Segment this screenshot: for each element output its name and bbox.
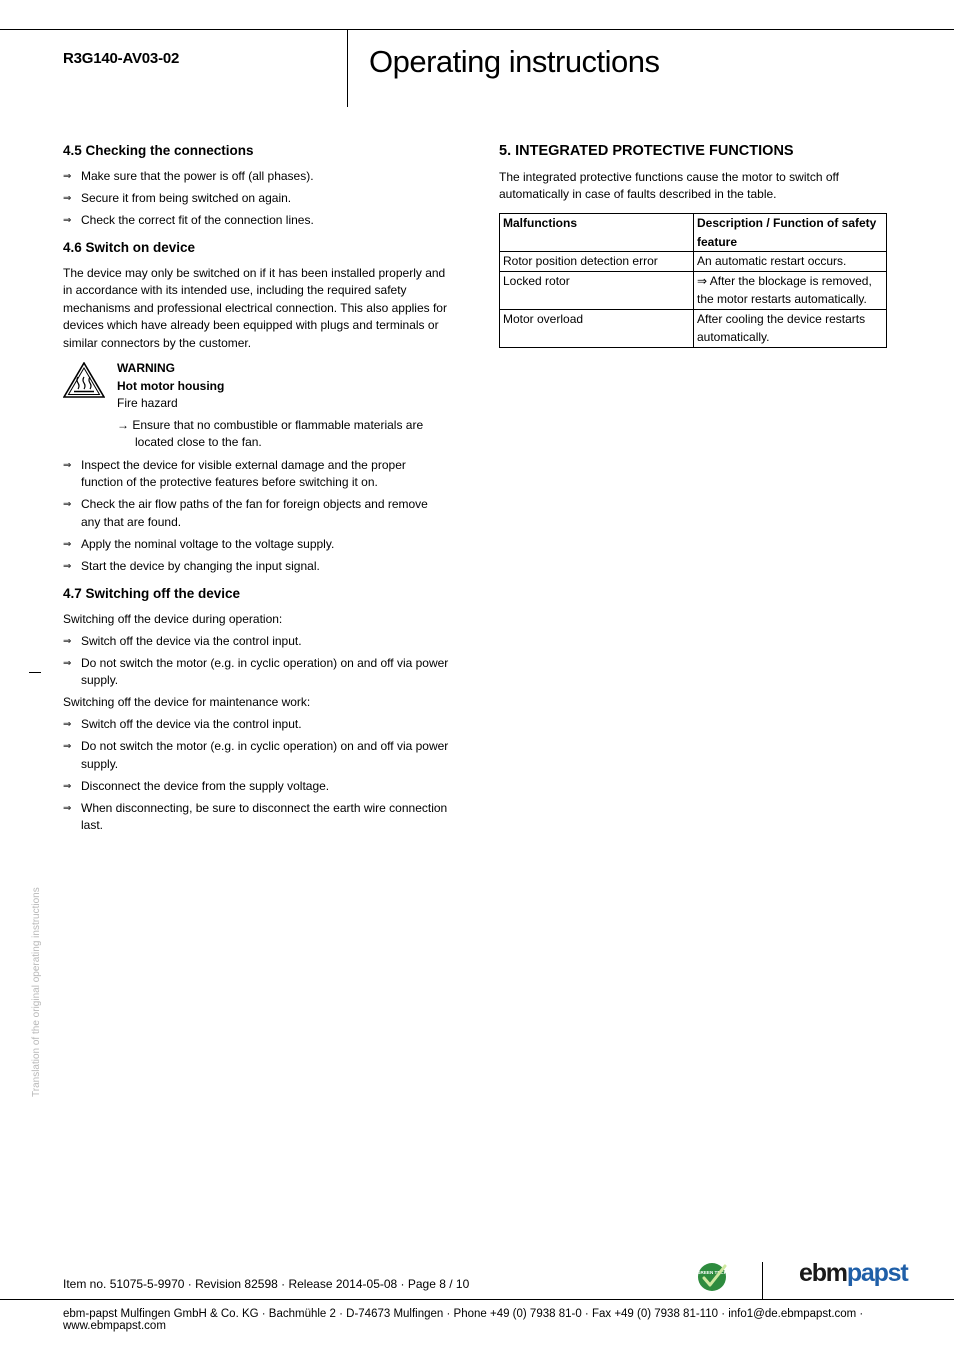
logo-part-papst: papst: [846, 1259, 908, 1287]
logo-part-ebm: ebm: [799, 1259, 847, 1287]
section-4-5-heading: 4.5 Checking the connections: [63, 143, 254, 158]
warning-label: WARNING: [117, 361, 175, 375]
left-column: [63, 142, 449, 839]
list-item: ⇒ Disconnect the device from the supply voltage.: [63, 778, 449, 796]
section-4-7-heading: 4.7 Switching off the device: [63, 586, 241, 601]
table-cell: ⇒ After the blockage is removed, the motor restarts automatically.: [694, 271, 887, 309]
arrow-bullet-icon: ⇒: [63, 459, 72, 471]
list-item: ⇒ Inspect the device for visible external damage and the proper function of the protective features before switching it on.: [63, 457, 406, 489]
arrow-bullet-icon: ⇒: [63, 741, 72, 752]
warning-title: Hot motor housing: [117, 378, 225, 393]
arrow-bullet-icon: ⇒: [63, 657, 72, 669]
margin-mark: [29, 672, 41, 673]
sidebar-translation-note: Translation of the original operating instructions: [31, 887, 42, 1097]
table-header-row: [500, 214, 887, 252]
list-item: ⇒ When disconnecting, be sure to disconnect the earth wire connection last.: [63, 800, 448, 832]
ebmpapst-logo: [799, 1259, 908, 1288]
section-5-heading: 5. INTEGRATED PROTECTIVE FUNCTIONS: [499, 143, 794, 159]
list-item: ⇒ Make sure that the power is off (all phases).: [63, 168, 449, 186]
company-address-line: ebm-papst Mulfingen GmbH & Co. KG · Bachmühle 2 · D-74673 Mulfingen · Phone +49 (0) 7938 81-0 · Fax +49 (0) 7938 81-110 · info1@de.ebmpapst.com · www.ebmpapst.com: [63, 1308, 864, 1332]
protective-functions-intro: The integrated protective functions cause the motor to switch off automatically in case of faults described in the table.: [499, 169, 839, 201]
arrow-bullet-icon: ⇒: [63, 560, 72, 572]
page-title: Operating instructions: [369, 44, 660, 79]
arrow-bullet-icon: ⇒: [63, 214, 72, 226]
switch-on-list: [63, 457, 449, 576]
table-row: [500, 309, 887, 347]
document-id: R3G140-AV03-02: [63, 50, 180, 67]
column-header: Description / Function of safety feature: [694, 214, 887, 252]
switch-off-during-list: [63, 633, 449, 690]
list-item: ⇒ Start the device by changing the input signal.: [63, 558, 449, 576]
switch-off-during-intro: Switching off the device during operation:: [63, 611, 283, 626]
list-item: ⇒ Check the air flow paths of the fan for foreign objects and remove any that are found.: [63, 497, 428, 529]
section-4-6-heading: 4.6 Switch on device: [63, 240, 196, 255]
table-row: [500, 252, 887, 272]
item-number-line: Item no. 51075-5-9970 · Revision 82598 · Release 2014-05-08 · Page 8 / 10: [63, 1277, 470, 1291]
logo-divider: [762, 1262, 763, 1300]
table-cell: Rotor position detection error: [500, 252, 694, 272]
arrow-bullet-icon: ⇒: [63, 719, 72, 730]
footer-rule: [0, 1299, 954, 1300]
list-item: ⇒ Do not switch the motor (e.g. in cyclic operation) on and off via power supply.: [63, 739, 449, 771]
hot-surface-warning-icon: [63, 362, 105, 398]
warning-hazard: Fire hazard: [117, 396, 178, 410]
column-header: Malfunctions: [500, 214, 694, 252]
switch-off-maintenance-intro: Switching off the device for maintenance work:: [63, 695, 311, 709]
warning-measure: → Ensure that no combustible or flammable materials are located close to the fan.: [117, 417, 424, 449]
table-cell: Motor overload: [500, 309, 694, 347]
list-item: ⇒ Switch off the device via the control input.: [63, 633, 449, 651]
table-cell: Locked rotor: [500, 271, 694, 309]
switch-off-maintenance-list: [63, 716, 449, 835]
badge-label: GREEN TECH: [697, 1270, 728, 1275]
table-row: [500, 271, 887, 309]
arrow-bullet-icon: ⇒: [63, 635, 72, 647]
arrow-bullet-icon: ⇒: [63, 499, 72, 510]
header-top-rule: [0, 29, 954, 30]
list-item: ⇒ Check the correct fit of the connection lines.: [63, 212, 449, 230]
header-divider: [347, 30, 348, 107]
list-item: ⇒ Apply the nominal voltage to the voltage supply.: [63, 536, 449, 554]
arrow-bullet-icon: ⇒: [63, 802, 72, 814]
list-item: ⇒ Secure it from being switched on again.: [63, 190, 449, 208]
protective-functions-table: [499, 213, 887, 348]
arrow-bullet-icon: ⇒: [63, 538, 72, 550]
arrow-bullet-icon: ⇒: [63, 170, 72, 182]
arrow-bullet-icon: ⇒: [63, 192, 72, 204]
table-cell: After cooling the device restarts automatically.: [694, 309, 887, 347]
warning-block: [63, 360, 449, 452]
arrow-bullet-icon: ⇒: [63, 780, 72, 792]
right-column: [499, 143, 889, 204]
switch-on-intro: The device may only be switched on if it has been installed properly and in accordance with its intended use, including the required safety mechanisms and professional electrical connection. This also applies for devices which have already been equipped with plugs and terminals or similar connectors by the customer.: [63, 265, 447, 350]
green-tech-badge-icon: [697, 1262, 729, 1292]
table-cell: An automatic restart occurs.: [694, 252, 887, 272]
list-item: ⇒ Switch off the device via the control input.: [63, 716, 449, 734]
checking-connections-list: [63, 168, 449, 230]
list-item: ⇒ Do not switch the motor (e.g. in cyclic operation) on and off via power supply.: [63, 655, 449, 687]
